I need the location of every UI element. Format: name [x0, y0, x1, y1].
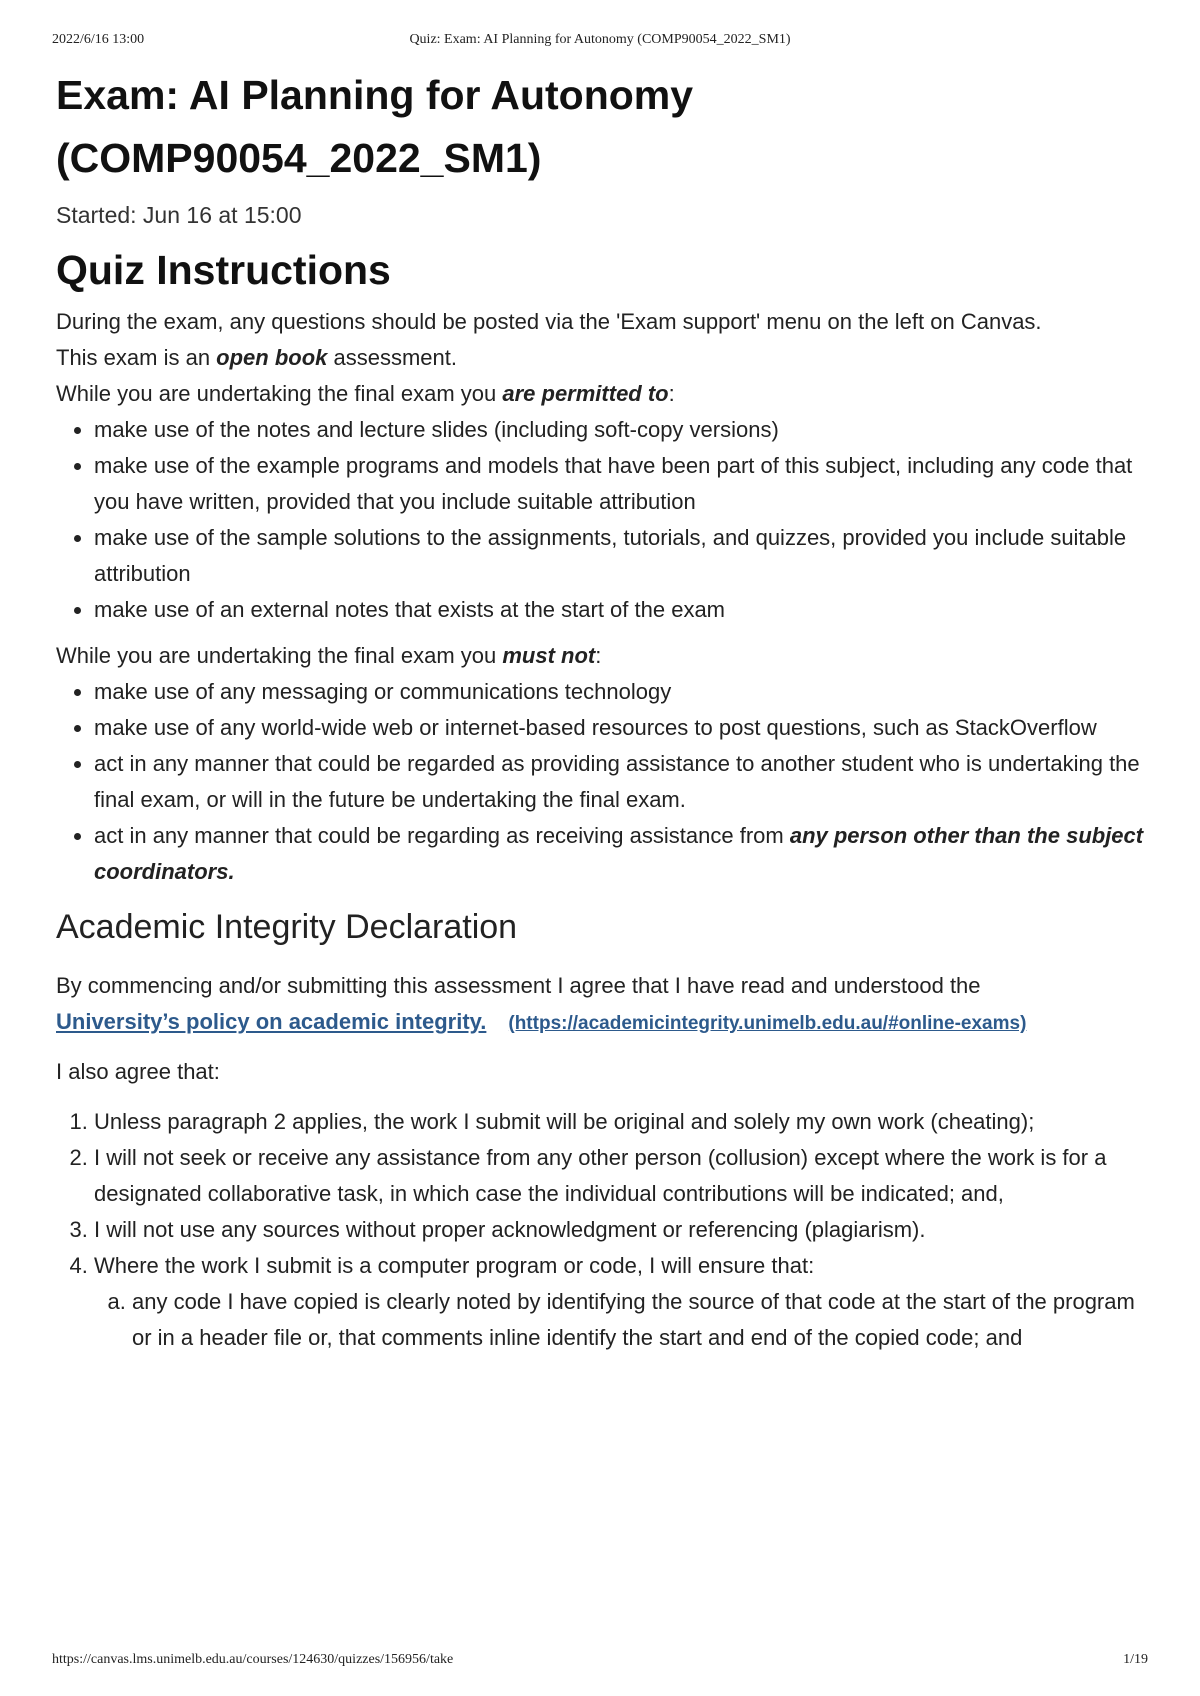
- list-item: • make use of the notes and lecture slides (including soft-copy versions): [94, 412, 1146, 448]
- quiz-instructions-heading: Quiz Instructions: [56, 247, 391, 293]
- list-item: • make use of the sample solutions to the assignments, tutorials, and quizzes, provided you include suitable attribution: [94, 520, 1146, 592]
- policy-link[interactable]: University’s policy on academic integrity.: [56, 1009, 487, 1034]
- print-header: [52, 32, 1148, 52]
- integrity-declaration-text: [56, 968, 1146, 1042]
- page-content: [56, 64, 1146, 1356]
- academic-integrity-heading: Academic Integrity Declaration: [56, 908, 518, 946]
- mustnot-pre: While you are undertaking the final exam you: [56, 643, 503, 668]
- mustnot-intro: [56, 638, 1146, 674]
- page-title: [56, 64, 1146, 190]
- print-date: 2022/6/16 13:00: [52, 32, 145, 47]
- started-timestamp: Started: Jun 16 at 15:00: [56, 202, 302, 228]
- policy-url-link[interactable]: (https://academicintegrity.unimelb.edu.au/#online-exams): [508, 1013, 1027, 1034]
- mustnot-emphasis: must not: [502, 643, 596, 668]
- instructions-open-book: [56, 340, 1146, 376]
- list-item: [94, 818, 1146, 890]
- permitted-intro: [56, 376, 1146, 412]
- page-number: 1/19: [1123, 1652, 1148, 1667]
- page-title-line1: Exam: AI Planning for Autonomy: [56, 72, 694, 118]
- list-item: [94, 1248, 1146, 1356]
- list-item: a. any code I have copied is clearly noted by identifying the source of that code at the start of the program or in a header file or, that comments inline identify the start and end of the copied code; and: [132, 1284, 1146, 1356]
- list-item: • make use of any messaging or communications technology: [94, 674, 1146, 710]
- list-item: • make use of an external notes that exists at the start of the exam: [94, 592, 1146, 628]
- permitted-list: [56, 412, 1146, 628]
- permitted-pre: While you are undertaking the final exam you: [56, 381, 503, 406]
- permitted-emphasis: are permitted to: [502, 381, 669, 406]
- code-item-text: Where the work I submit is a computer program or code, I will ensure that:: [94, 1253, 815, 1278]
- agree-intro: I also agree that:: [56, 1059, 220, 1084]
- mustnot-last-emphasis: any person other than the subject coordinators.: [94, 823, 1144, 884]
- print-footer: [52, 1652, 1148, 1672]
- mustnot-list: [56, 674, 1146, 890]
- list-item: 3. I will not use any sources without proper acknowledgment or referencing (plagiarism).: [94, 1212, 1146, 1248]
- page-title-line2: (COMP90054_2022_SM1): [56, 135, 542, 181]
- mustnot-last-pre: act in any manner that could be regarding as receiving assistance from: [94, 823, 790, 848]
- open-book-post: assessment.: [327, 345, 457, 370]
- instructions-support-text: During the exam, any questions should be posted via the 'Exam support' menu on the left on Canvas.: [56, 309, 1042, 334]
- list-item: • act in any manner that could be regarded as providing assistance to another student who is undertaking the final exam, or will in the future be undertaking the final exam.: [94, 746, 1146, 818]
- print-url: https://canvas.lms.unimelb.edu.au/courses/124630/quizzes/156956/take: [52, 1652, 454, 1667]
- open-book-pre: This exam is an: [56, 345, 217, 370]
- list-item: • make use of the example programs and models that have been part of this subject, including any code that you have written, provided that you include suitable attribution: [94, 448, 1146, 520]
- open-book-emphasis: open book: [216, 345, 328, 370]
- code-sublist: [94, 1284, 1146, 1356]
- agreement-list: [56, 1104, 1146, 1356]
- list-item: • make use of any world-wide web or internet-based resources to post questions, such as StackOverflow: [94, 710, 1146, 746]
- integrity-p1: By commencing and/or submitting this assessment I agree that I have read and understood the: [56, 973, 981, 998]
- permitted-post: :: [668, 381, 675, 406]
- mustnot-post: :: [595, 643, 602, 668]
- print-title: Quiz: Exam: AI Planning for Autonomy (COMP90054_2022_SM1): [409, 32, 791, 47]
- list-item: 1. Unless paragraph 2 applies, the work I submit will be original and solely my own work (cheating);: [94, 1104, 1146, 1140]
- list-item: 2. I will not seek or receive any assistance from any other person (collusion) except where the work is for a designated collaborative task, in which case the individual contributions will be indicated; and,: [94, 1140, 1146, 1212]
